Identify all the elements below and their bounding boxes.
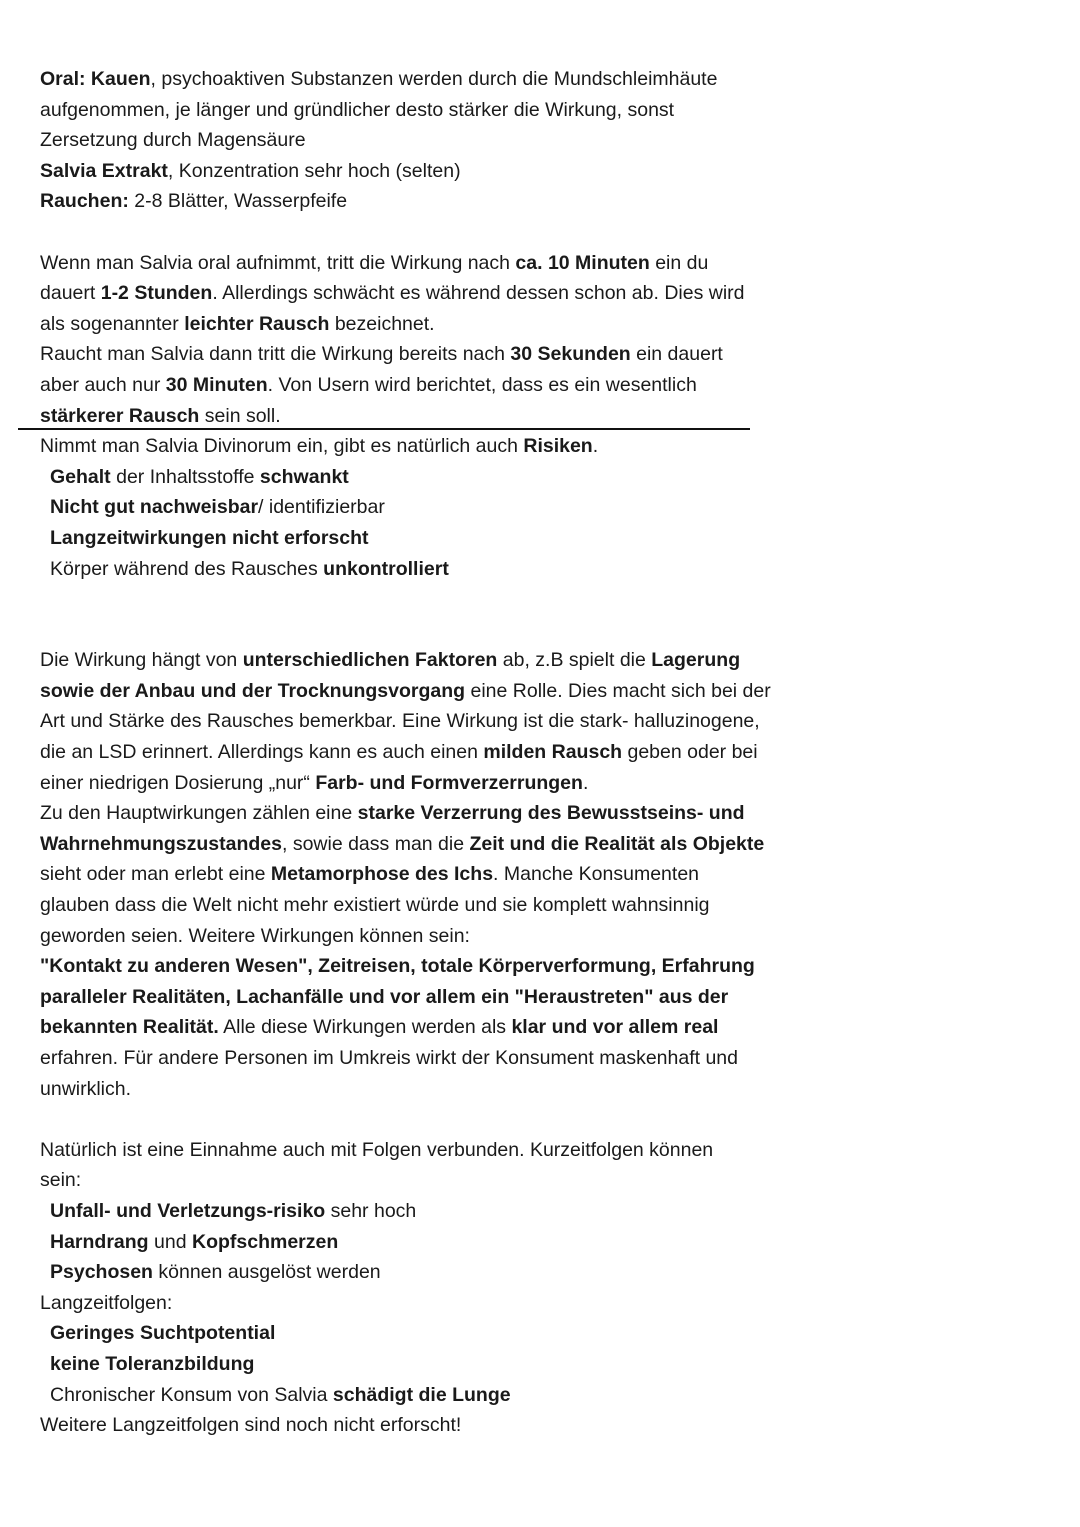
long-term-item: keine Toleranzbildung [50, 1352, 255, 1375]
short-term-item: Harndrang und Kopfschmerzen [50, 1230, 339, 1253]
intake-oral-line-2: aufgenommen, je länger und gründlicher desto stärker die Wirkung, sonst [40, 98, 675, 121]
risk-item: Gehalt der Inhaltsstoffe schwankt [50, 465, 349, 488]
effects-line-13: bekannten Realität. Alle diese Wirkungen werden als klar und vor allem real [40, 1016, 719, 1039]
spacer [40, 217, 780, 248]
spacer [40, 584, 780, 645]
onset-line-2: dauert 1-2 Stunden. Allerdings schwächt es während dessen schon ab. Dies wird [40, 282, 745, 305]
onset-line-1: Wenn man Salvia oral aufnimmt, tritt die Wirkung nach ca. 10 Minuten ein du [40, 251, 709, 274]
effects-line-6: Zu den Hauptwirkungen zählen eine starke Verzerrung des Bewusstseins- und [40, 802, 745, 825]
final-note: Weitere Langzeitfolgen sind noch nicht erforscht! [40, 1414, 462, 1437]
effects-line-14: erfahren. Für andere Personen im Umkreis wirkt der Konsument maskenhaft und [40, 1047, 738, 1069]
intake-oral-line: Oral: Kauen, psychoaktiven Substanzen werden durch die Mundschleimhäute [40, 68, 718, 90]
consequences-intro: Natürlich ist eine Einnahme auch mit Folgen verbunden. Kurzeitfolgen können [40, 1138, 714, 1161]
effects-line-3: Art und Stärke des Rausches bemerkbar. Eine Wirkung ist die stark- halluzinogene, [40, 710, 760, 733]
effects-line-7: Wahrnehmungszustandes, sowie dass man die Zeit und die Realität als Objekte [40, 832, 765, 855]
effects-line-1: Die Wirkung hängt von unterschiedlichen Faktoren ab, z.B spielt die Lagerung [40, 649, 741, 672]
onset-line-5: aber auch nur 30 Minuten. Von Usern wird berichtet, dass es ein wesentlich [40, 373, 697, 396]
long-term-item: Chronischer Konsum von Salvia schädigt die Lunge [50, 1383, 511, 1406]
effects-line-10: geworden seien. Weitere Wirkungen können sein: [40, 924, 470, 947]
effects-line-15: unwirklich. [40, 1077, 132, 1100]
effects-line-4: die an LSD erinnert. Allerdings kann es auch einen milden Rausch geben oder bei [40, 741, 758, 764]
effects-line-8: sieht oder man erlebt eine Metamorphose des Ichs. Manche Konsumenten [40, 863, 700, 886]
risk-item: Langzeitwirkungen nicht erforscht [50, 526, 369, 549]
intake-smoke-line: Rauchen: 2-8 Blätter, Wasserpfeife [40, 190, 348, 213]
spacer [40, 1104, 780, 1135]
effects-line-9: glauben dass die Welt nicht mehr existiert würde und sie komplett wahnsinnig [40, 894, 710, 917]
onset-line-6: stärkerer Rausch sein soll. [40, 404, 281, 427]
intake-extract-line: Salvia Extrakt, Konzentration sehr hoch (selten) [40, 159, 461, 182]
long-term-item: Geringes Suchtpotential [50, 1322, 276, 1345]
long-term-label: Langzeitfolgen: [40, 1291, 173, 1314]
risk-item: Nicht gut nachweisbar/ identifizierbar [50, 496, 385, 519]
short-term-item: Psychosen können ausgelöst werden [50, 1261, 381, 1284]
effects-line-5: einer niedrigen Dosierung „nur“ Farb- und Formverzerrungen. [40, 771, 589, 794]
effects-line-2: sowie der Anbau und der Trocknungsvorgang eine Rolle. Dies macht sich bei der [40, 679, 771, 702]
consequences-intro-2: sein: [40, 1169, 82, 1192]
effects-line-12: paralleler Realitäten, Lachanfälle und vor allem ein "Heraustreten" aus der [40, 985, 729, 1008]
risk-item: Körper während des Rausches unkontrolliert [50, 557, 449, 580]
document-body [40, 64, 780, 1441]
intake-oral-line-3: Zersetzung durch Magensäure [40, 129, 306, 152]
onset-line-3: als sogenannter leichter Rausch bezeichnet. [40, 312, 435, 335]
short-term-item: Unfall- und Verletzungs-risiko sehr hoch [50, 1199, 417, 1222]
risks-intro: Nimmt man Salvia Divinorum ein, gibt es natürlich auch Risiken. [40, 435, 599, 458]
onset-line-4: Raucht man Salvia dann tritt die Wirkung bereits nach 30 Sekunden ein dauert [40, 343, 723, 366]
effects-line-11: "Kontakt zu anderen Wesen", Zeitreisen, totale Körperverformung, Erfahrung [40, 955, 755, 978]
